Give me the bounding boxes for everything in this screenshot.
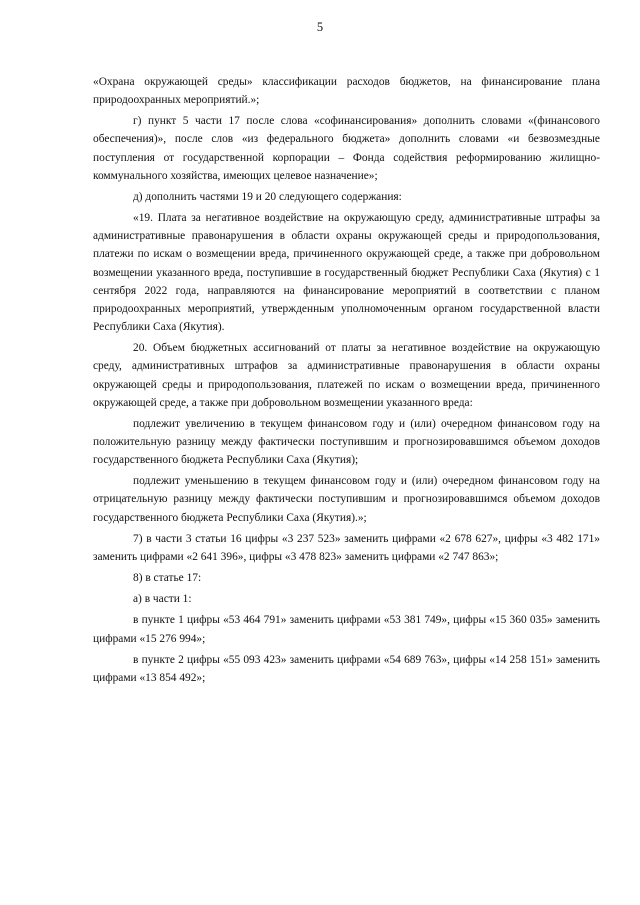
paragraph-subitem-d: д) дополнить частями 19 и 20 следующего содержания: [133,190,402,203]
paragraph-clause-1: в пункте 1 цифры «53 464 791» заменить цифрами «53 381 749», цифры «15 360 035» заменить цифрами «15 276 994»; [93,614,600,645]
paragraph-item-8: 8) в статье 17: [133,572,202,585]
paragraph-item-7: 7) в части 3 статьи 16 цифры «3 237 523» заменить цифрами «2 678 627», цифры «3 482 171» заменить цифрами «2 641 396», цифры «3 478 823» заменить цифрами «2 747 863»; [93,532,600,563]
paragraph-subitem-g: г) пункт 5 части 17 после слова «софинансирования» дополнить словами «(финансового обеспечения)», после слов «из федерального бюджета» дополнить словами «и безвозмездные поступления от государственной корпорации – Фонда содействия реформированию жилищно-коммунального хозяйства, имеющих целевое назначение»; [93,115,600,182]
paragraph-continuation: «Охрана окружающей среды» классификации расходов бюджетов, на финансирование плана природоохранных мероприятий.»; [93,76,600,107]
paragraph-decrease-clause: подлежит уменьшению в текущем финансовом году и (или) очередном финансовом году на отрицательную разницу между фактически поступившим и прогнозировавшимся объемом доходов государственного бюджета Республики Саха (Якутия).»; [93,475,600,524]
paragraph-part-19: «19. Плата за негативное воздействие на окружающую среду, административные штрафы за административные правонарушения в области охраны окружающей среды и природопользования, платежи по искам о возмещении вреда, причиненного окружающей среде, а также при добровольном возмещении указанного вреда, поступившие в государственный бюджет Республики Саха (Якутия) с 1 сентября 2022 года, направляются на финансирование мероприятий в соответствии с планом природоохранных мероприятий, утвержденным уполномоченным органом государственной власти Республики Саха (Якутия). [93,212,600,334]
paragraph-clause-2: в пункте 2 цифры «55 093 423» заменить цифрами «54 689 763», цифры «14 258 151» заменить цифрами «13 854 492»; [93,653,600,684]
paragraph-part-20: 20. Объем бюджетных ассигнований от платы за негативное воздействие на окружающую среду, административных штрафов за административные правонарушения в области охраны окружающей среды и природопользования, платежей по искам о возмещении вреда, причиненного окружающей среде, а также при добровольном возмещении указанного вреда: [93,342,600,409]
page-number: 5 [316,20,324,34]
paragraph-subitem-a: а) в части 1: [133,593,192,606]
document-body [93,73,600,690]
paragraph-increase-clause: подлежит увеличению в текущем финансовом году и (или) очередном финансовом году на положительную разницу между фактически поступившим и прогнозировавшимся объемом доходов государственного бюджета Республики Саха (Якутия); [93,417,600,467]
